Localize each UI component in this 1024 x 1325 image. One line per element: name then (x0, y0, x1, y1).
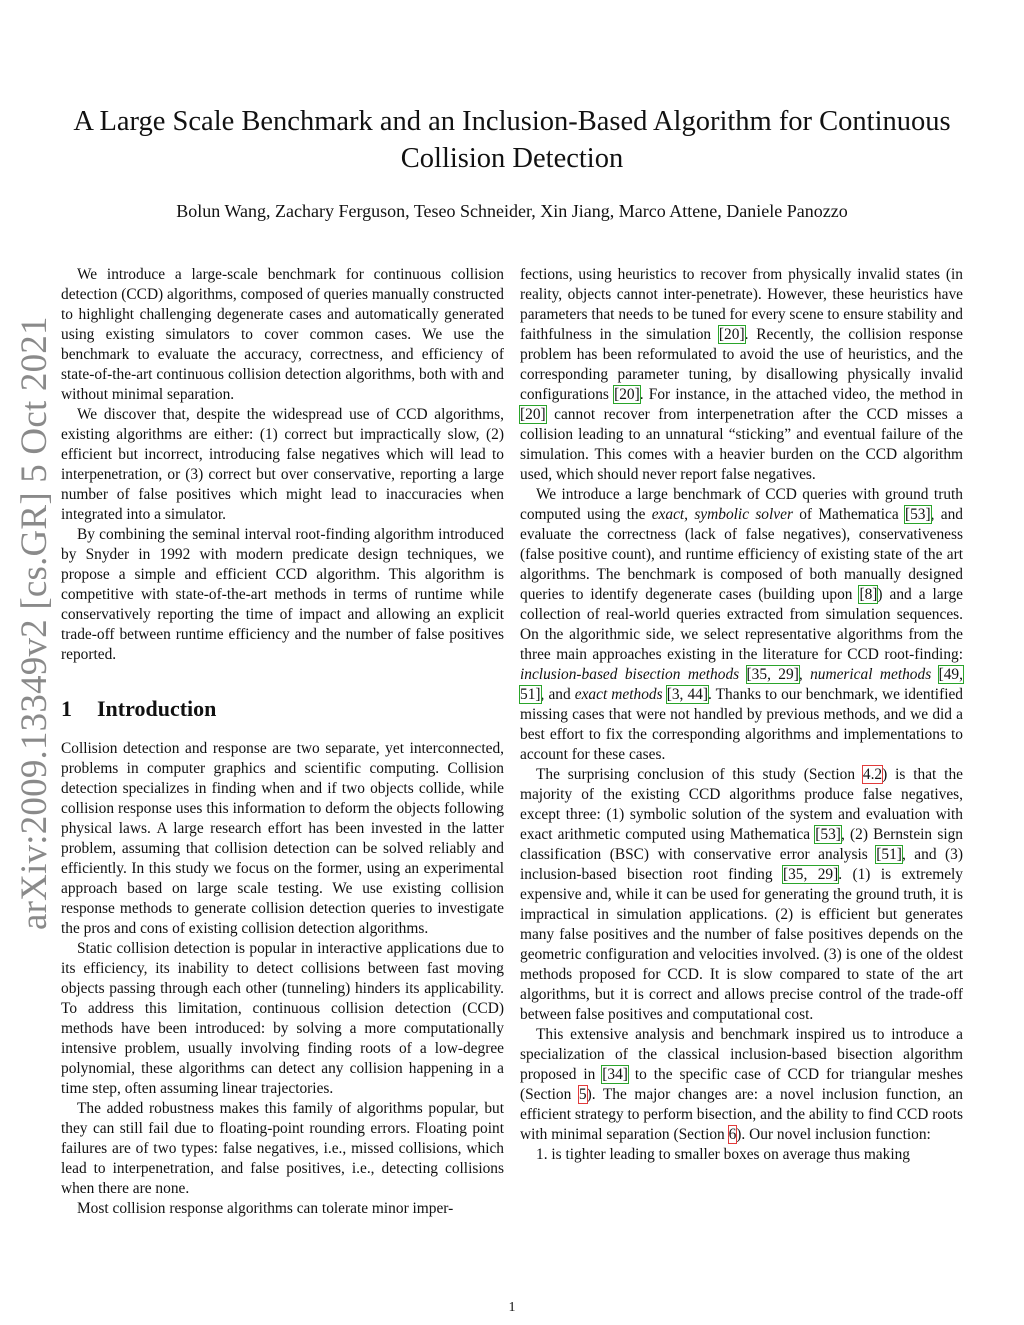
text-run: fections, using heuristics to recover from physically invalid states (in reality, objects cannot inter-penetrate). However, these heuristics have parameters that needs to be tuned for every scene to ensure stability and faithfulness in the simulation (520, 266, 963, 343)
section-reference-link[interactable]: 4.2 (862, 766, 883, 783)
text-run: cannot recover from interpenetration after the CCD misses a collision leading to an unnatural “sticking” and eventual failure of the simulation. This comes with a heavier burden on the CCD algorithm used, which should never report false negatives. (520, 406, 963, 483)
body-paragraph (520, 1025, 963, 1145)
text-run: of Mathematica (792, 506, 905, 523)
text-run: This extensive analysis and benchmark inspired us to introduce a specialization of the classical inclusion-based bisection algorithm proposed in (520, 1026, 963, 1083)
section-title: Introduction (97, 696, 217, 721)
body-paragraph (520, 765, 963, 1025)
citation-link[interactable]: [35, 29] (746, 666, 799, 683)
body-paragraph (520, 265, 963, 485)
arxiv-stamp-text: arXiv:2009.13349v2 [cs.GR] 5 Oct 2021 (14, 316, 55, 930)
text-run: , and evaluate the correctness (lack of false negatives), conservativeness (false positive count), and runtime efficiency of existing state of the art algorithms. The benchmark is composed of both manually designed queries to identify degenerate cases (building upon (520, 506, 963, 603)
citation-link[interactable]: [3, 44] (666, 686, 708, 703)
section-heading (61, 695, 504, 723)
emphasis: exact, symbolic solver (651, 506, 793, 523)
text-run: ) is that the majority of the existing CCD algorithms produce false negatives, except three: (1) symbolic solution of the system and evaluation with exact arithmetic computed using Mathematica (520, 766, 963, 843)
right-column (520, 265, 963, 1165)
body-paragraph: Most collision response algorithms can tolerate minor imper- (77, 1200, 454, 1217)
citation-link[interactable]: [34] (602, 1066, 628, 1083)
page-number: 1 (508, 1300, 516, 1315)
emphasis: numerical methods (810, 666, 932, 683)
abstract-paragraph: We introduce a large-scale benchmark for continuous collision detection (CCD) algorithms, composed of queries manually constructed to highlight challenging degenerate cases and automatically generated using existing simulators to cover common cases. We use the benchmark to evaluate the accuracy, correctness, and efficiency of state-of-the-art continuous collision detection algorithms, both with and without minimal separation. (61, 266, 504, 403)
citation-link[interactable]: [20] (614, 386, 640, 403)
citation-link[interactable]: [8] (859, 586, 878, 603)
citation-link[interactable]: [49, 51] (520, 666, 963, 703)
text-run: We introduce a large benchmark of CCD queries with ground truth computed using the (520, 486, 963, 523)
left-column (61, 265, 504, 1219)
citation-link[interactable]: [53] (904, 506, 931, 523)
emphasis: exact methods (574, 686, 663, 703)
section-reference-link[interactable]: 6 (728, 1126, 737, 1143)
author-list: Bolun Wang, Zachary Ferguson, Teseo Schneider, Xin Jiang, Marco Attene, Daniele Panozzo (176, 201, 848, 221)
citation-link[interactable]: [20] (718, 326, 745, 343)
body-paragraph: The added robustness makes this family of algorithms popular, but they can still fail due to floating-point rounding errors. Floating point failures are of two types: false negatives, i.e., missed collisions, which lead to interpenetration, and false positives, i.e., detecting collisions when there are none. (61, 1100, 504, 1197)
text-run: ). Our novel inclusion function: (736, 1126, 931, 1143)
text-run: . (1) is extremely expensive and, while it can be used for generating the ground truth, it is impractical in simulation applications. (2) is efficient but generates many false positives and the number of false positives depends on the geometric configuration and velocities involved. (3) is one of the oldest methods proposed for CCD. It is slow compared to state of the art algorithms, but it is correct and allows precise control of the trade-off between false positives and computational cost. (520, 866, 964, 1023)
text-run: . For instance, in the attached video, the method in (639, 386, 963, 403)
body-paragraph (520, 485, 963, 765)
citation-link[interactable]: [53] (815, 826, 841, 843)
citation-link[interactable]: [20] (520, 406, 546, 423)
paper-title: A Large Scale Benchmark and an Inclusion-Based Algorithm for Continuous Collision Detection (73, 106, 951, 174)
citation-link[interactable]: [35, 29] (782, 866, 839, 883)
text-run: , and (540, 686, 575, 703)
text-run: , and (3) inclusion-based bisection root finding (520, 846, 963, 883)
citation-link[interactable]: [51] (876, 846, 902, 863)
text-run: The surprising conclusion of this study (Section (536, 766, 863, 783)
text-run: ). The major changes are: a novel inclusion function, an efficient strategy to perform bisection, and the ability to find CCD roots with minimal separation (Section (520, 1086, 964, 1143)
body-paragraph: Static collision detection is popular in interactive applications due to its efficiency, its inability to detect collisions between fast moving objects passing through each other (tunneling) hinders its applicability. To address this limitation, continuous collision detection (CCD) methods have been introduced: by solving a more computationally intensive problem, usually involving finding roots of a low-degree polynomial, these algorithms can detect any collision happening in a time step, often assuming linear trajectories. (61, 940, 504, 1097)
abstract-paragraph: By combining the seminal interval root-finding algorithm introduced by Snyder in 1992 with modern predicate design techniques, we propose a simple and efficient CCD algorithm. This algorithm is competitive with state-of-the-art methods in terms of runtime while conservatively reporting the time of impact and allowing an explicit trade-off between runtime efficiency and the number of false positives reported. (61, 526, 504, 663)
text-run: . Thanks to our benchmark, we identified missing cases that were not handled by previous methods, and we did a best effort to fix the corresponding algorithms and implementations to account for these cases. (520, 686, 963, 763)
text-run: to the specific case of CCD for triangular meshes (Section (520, 1066, 963, 1103)
body-paragraph: Collision detection and response are two separate, yet interconnected, problems in computer graphics and scientific computing. Collision detection specializes in finding when and if two objects collide, while collision response uses this information to deform the objects following physical laws. A large research effort has been invested in the latter problem, assuming that collision detection can be solved reliably and efficiently. In this study we focus on the former, using an experimental approach based on large scale testing. We use existing collision response methods to generate collision detection queries to investigate the pros and cons of existing collision detection algorithms. (61, 740, 504, 937)
text-run: . Recently, the collision response problem has been reformulated to avoid the use of heuristics, and the corresponding parameter tuning, by disallowing physically invalid configurations (520, 326, 963, 403)
emphasis: inclusion-based bisection methods (520, 666, 740, 683)
section-number: 1 (61, 696, 72, 721)
section-reference-link[interactable]: 5 (578, 1086, 587, 1103)
list-item: 1. is tighter leading to smaller boxes on average thus making (536, 1146, 910, 1163)
text-run: , (2) Bernstein sign classification (BSC) with conservative error analysis (520, 826, 963, 863)
text-run: , (798, 666, 811, 683)
text-run: ) and a large collection of real-world queries extracted from simulation sequences. On the algorithmic side, we select representative algorithms from the three main approaches existing in the literature for CCD root-finding: (520, 586, 963, 663)
abstract-paragraph: We discover that, despite the widespread use of CCD algorithms, existing algorithms are either: (1) correct but impractically slow, (2) efficient but incorrect, introducing false negatives which will lead to interpenetration, or (3) correct but over conservative, reporting a large number of false positives which might lead to inaccuracies when integrated into a simulator. (61, 406, 504, 523)
